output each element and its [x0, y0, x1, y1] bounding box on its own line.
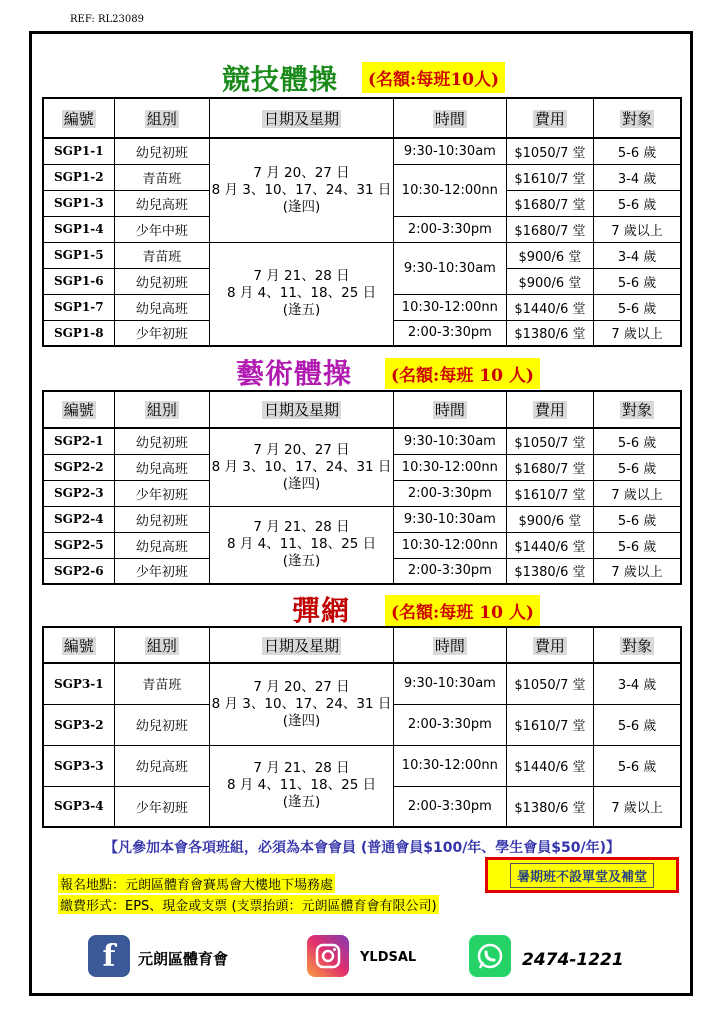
class-target: 5-6 歲 — [594, 138, 681, 164]
class-code: SGP1-4 — [43, 216, 114, 242]
table-header-row — [43, 627, 681, 663]
class-target: 3-4 歲 — [594, 242, 681, 268]
header-label: 對象 — [622, 401, 653, 419]
date-line: (逢五) — [282, 302, 321, 319]
table-row — [43, 506, 681, 532]
facebook-name: 元朗區體育會 — [138, 950, 229, 968]
header-label: 日期及星期 — [264, 636, 340, 655]
header-group — [114, 98, 209, 138]
quota-note: (名額:每班 10 人) — [385, 595, 540, 626]
class-dates — [210, 242, 394, 346]
instagram-handle: YLDSAL — [360, 950, 417, 965]
class-time: 2:00-3:30pm — [393, 704, 506, 745]
header-label: 編號 — [63, 636, 94, 655]
header-target — [594, 391, 681, 428]
date-line: (逢五) — [282, 794, 321, 811]
header-time — [393, 391, 506, 428]
class-code: SGP3-1 — [43, 663, 114, 704]
header-label: 編號 — [63, 109, 94, 128]
class-time: 2:00-3:30pm — [393, 216, 506, 242]
header-target — [594, 627, 681, 663]
class-fee: $1050/7 堂 — [506, 663, 593, 704]
whatsapp-number: 2474-1221 — [522, 950, 624, 970]
class-fee: $1440/6 堂 — [506, 745, 593, 786]
instagram-glyph — [314, 942, 342, 970]
schedule-table-rhythmic — [42, 390, 682, 585]
class-code: SGP1-1 — [43, 138, 114, 164]
date-line: 8 月 4、11、18、25 日 — [226, 285, 377, 302]
class-code: SGP1-8 — [43, 320, 114, 346]
class-code: SGP2-6 — [43, 558, 114, 584]
class-fee: $1440/6 堂 — [506, 532, 593, 558]
section-header-artistic-gymnastics — [0, 58, 724, 94]
header-date — [210, 98, 394, 138]
class-time: 9:30-10:30am — [393, 506, 506, 532]
header-time — [393, 627, 506, 663]
date-line: 8 月 3、10、17、24、31 日 — [211, 458, 392, 475]
class-code: SGP2-5 — [43, 532, 114, 558]
date-line: 8 月 4、11、18、25 日 — [226, 536, 377, 553]
class-code: SGP3-4 — [43, 786, 114, 827]
class-group: 幼兒高班 — [114, 294, 209, 320]
date-line: 8 月 3、10、17、24、31 日 — [211, 695, 392, 712]
class-group: 幼兒高班 — [114, 454, 209, 480]
header-label: 組別 — [146, 401, 177, 419]
header-label: 編號 — [63, 401, 94, 419]
class-time: 9:30-10:30am — [393, 663, 506, 704]
whatsapp-icon[interactable] — [469, 935, 511, 977]
table-row — [43, 745, 681, 786]
section-title: 藝術體操 — [236, 357, 353, 390]
class-fee: $900/6 堂 — [506, 506, 593, 532]
header-date — [210, 391, 394, 428]
class-target: 7 歲以上 — [594, 480, 681, 506]
class-fee: $1610/7 堂 — [506, 480, 593, 506]
class-fee: $1610/7 堂 — [506, 164, 593, 190]
table-row — [43, 242, 681, 268]
class-dates — [210, 745, 394, 827]
class-target: 5-6 歲 — [594, 532, 681, 558]
header-fee — [506, 627, 593, 663]
class-group: 青苗班 — [114, 164, 209, 190]
class-code: SGP2-1 — [43, 428, 114, 454]
class-fee: $900/6 堂 — [506, 242, 593, 268]
venue-info: 報名地點：元朗區體育會賽馬會大樓地下場務處 — [58, 874, 335, 893]
date-line: 7 月 21、28 日 — [253, 519, 350, 536]
class-time: 10:30-12:00nn — [393, 294, 506, 320]
no-single-class-notice — [485, 857, 679, 893]
class-time: 9:30-10:30am — [393, 428, 506, 454]
class-group: 幼兒初班 — [114, 428, 209, 454]
header-label: 費用 — [534, 636, 565, 655]
class-code: SGP1-5 — [43, 242, 114, 268]
table-header-row — [43, 98, 681, 138]
table-row — [43, 428, 681, 454]
header-code — [43, 391, 114, 428]
header-time — [393, 98, 506, 138]
class-fee: $1440/6 堂 — [506, 294, 593, 320]
header-group — [114, 627, 209, 663]
class-target: 5-6 歲 — [594, 428, 681, 454]
section-title: 彈網 — [292, 594, 351, 627]
date-line: (逢四) — [282, 475, 321, 492]
class-target: 3-4 歲 — [594, 164, 681, 190]
section-header-trampoline — [0, 589, 724, 625]
class-fee: $1050/7 堂 — [506, 138, 593, 164]
quota-note: (名額:每班 10 人) — [385, 358, 540, 389]
class-dates — [210, 506, 394, 584]
class-dates — [210, 428, 394, 506]
class-group: 少年初班 — [114, 480, 209, 506]
class-target: 5-6 歲 — [594, 745, 681, 786]
class-group: 幼兒初班 — [114, 506, 209, 532]
payment-info: 繳費形式：EPS、現金或支票 (支票抬頭：元朗區體育會有限公司) — [58, 895, 439, 914]
date-line: 7 月 20、27 日 — [253, 164, 350, 181]
header-label: 對象 — [622, 109, 653, 128]
class-target: 5-6 歲 — [594, 268, 681, 294]
class-target: 7 歲以上 — [594, 558, 681, 584]
date-line: 8 月 4、11、18、25 日 — [226, 777, 377, 794]
header-label: 日期及星期 — [264, 109, 340, 128]
class-code: SGP1-7 — [43, 294, 114, 320]
class-target: 5-6 歲 — [594, 294, 681, 320]
class-fee: $1380/6 堂 — [506, 320, 593, 346]
class-target: 5-6 歲 — [594, 704, 681, 745]
class-code: SGP2-3 — [43, 480, 114, 506]
header-label: 日期及星期 — [264, 401, 340, 419]
class-fee: $1680/7 堂 — [506, 190, 593, 216]
class-target: 5-6 歲 — [594, 190, 681, 216]
class-group: 幼兒高班 — [114, 745, 209, 786]
header-group — [114, 391, 209, 428]
header-label: 時間 — [434, 636, 465, 655]
header-date — [210, 627, 394, 663]
class-group: 少年初班 — [114, 320, 209, 346]
class-code: SGP1-6 — [43, 268, 114, 294]
class-group: 幼兒初班 — [114, 704, 209, 745]
no-single-class-text: 暑期班不設單堂及補堂 — [510, 863, 654, 888]
class-time: 2:00-3:30pm — [393, 558, 506, 584]
date-line: 8 月 3、10、17、24、31 日 — [211, 181, 392, 198]
class-fee: $1380/6 堂 — [506, 786, 593, 827]
class-target: 7 歲以上 — [594, 216, 681, 242]
class-group: 少年初班 — [114, 786, 209, 827]
class-fee: $1680/7 堂 — [506, 216, 593, 242]
class-time: 10:30-12:00nn — [393, 745, 506, 786]
table-row — [43, 663, 681, 704]
header-fee — [506, 98, 593, 138]
class-code: SGP3-2 — [43, 704, 114, 745]
header-label: 時間 — [434, 109, 465, 128]
class-time: 2:00-3:30pm — [393, 320, 506, 346]
header-label: 組別 — [146, 109, 177, 128]
date-line: (逢四) — [282, 198, 321, 215]
class-dates — [210, 138, 394, 242]
class-code: SGP2-2 — [43, 454, 114, 480]
class-target: 7 歲以上 — [594, 320, 681, 346]
instagram-icon[interactable] — [307, 935, 349, 977]
class-time: 10:30-12:00nn — [393, 164, 506, 216]
class-time: 2:00-3:30pm — [393, 480, 506, 506]
class-fee: $1050/7 堂 — [506, 428, 593, 454]
class-group: 青苗班 — [114, 242, 209, 268]
class-target: 5-6 歲 — [594, 506, 681, 532]
header-label: 組別 — [146, 636, 177, 655]
date-line: 7 月 20、27 日 — [253, 441, 350, 458]
class-group: 幼兒初班 — [114, 138, 209, 164]
reference-number: REF: RL23089 — [70, 14, 144, 25]
class-group: 幼兒高班 — [114, 190, 209, 216]
class-code: SGP1-3 — [43, 190, 114, 216]
membership-note: 【凡參加本會各項班組，必須為本會會員 (普通會員$100/年、學生會員$50/年)】 — [103, 840, 621, 856]
quota-note: (名額:每班10人) — [362, 62, 505, 93]
header-fee — [506, 391, 593, 428]
date-line: 7 月 21、28 日 — [253, 760, 350, 777]
class-fee: $1610/7 堂 — [506, 704, 593, 745]
section-title: 競技體操 — [222, 63, 339, 96]
class-time: 9:30-10:30am — [393, 138, 506, 164]
class-time: 9:30-10:30am — [393, 242, 506, 294]
class-fee: $900/6 堂 — [506, 268, 593, 294]
class-time: 10:30-12:00nn — [393, 454, 506, 480]
class-target: 3-4 歲 — [594, 663, 681, 704]
whatsapp-glyph — [475, 941, 505, 971]
header-label: 時間 — [434, 401, 465, 419]
class-group: 幼兒高班 — [114, 532, 209, 558]
class-group: 少年中班 — [114, 216, 209, 242]
header-target — [594, 98, 681, 138]
class-time: 10:30-12:00nn — [393, 532, 506, 558]
table-header-row — [43, 391, 681, 428]
schedule-table-trampoline — [42, 626, 682, 828]
class-dates — [210, 663, 394, 745]
class-group: 青苗班 — [114, 663, 209, 704]
header-label: 費用 — [534, 109, 565, 128]
class-target: 7 歲以上 — [594, 786, 681, 827]
table-row — [43, 138, 681, 164]
date-line: (逢四) — [282, 712, 321, 729]
class-time: 2:00-3:30pm — [393, 786, 506, 827]
class-code: SGP1-2 — [43, 164, 114, 190]
class-fee: $1680/7 堂 — [506, 454, 593, 480]
date-line: (逢五) — [282, 553, 321, 570]
class-group: 少年初班 — [114, 558, 209, 584]
schedule-table-gymnastics — [42, 97, 682, 347]
header-label: 對象 — [622, 636, 653, 655]
class-group: 幼兒初班 — [114, 268, 209, 294]
header-code — [43, 627, 114, 663]
class-code: SGP2-4 — [43, 506, 114, 532]
class-target: 5-6 歲 — [594, 454, 681, 480]
section-header-rhythmic-gymnastics — [0, 352, 724, 388]
class-fee: $1380/6 堂 — [506, 558, 593, 584]
class-code: SGP3-3 — [43, 745, 114, 786]
date-line: 7 月 21、28 日 — [253, 268, 350, 285]
header-code — [43, 98, 114, 138]
header-label: 費用 — [534, 401, 565, 419]
facebook-icon[interactable]: f — [88, 935, 130, 977]
date-line: 7 月 20、27 日 — [253, 678, 350, 695]
